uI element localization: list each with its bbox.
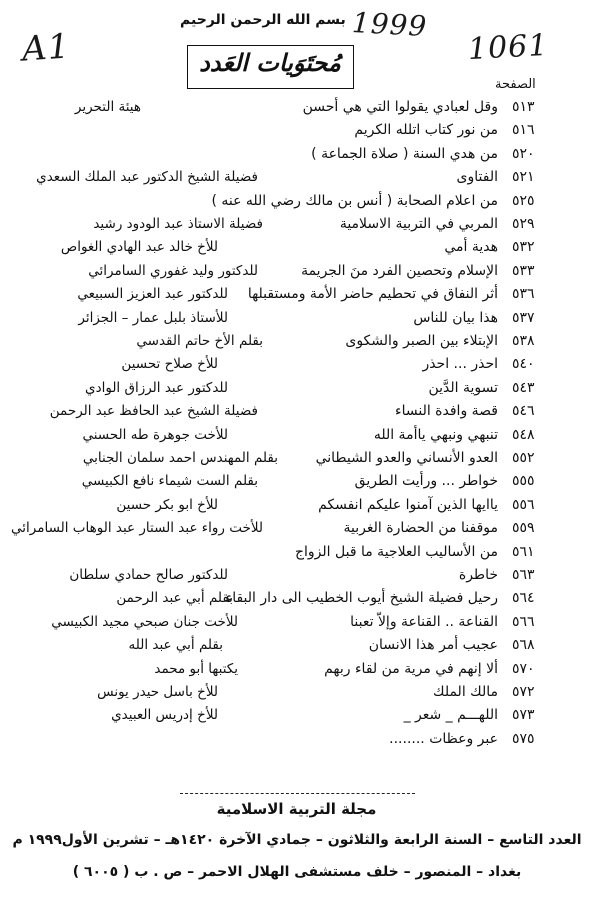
toc-page-number: ٥٣٧: [512, 309, 535, 326]
toc-author: هيئة التحرير: [74, 99, 141, 115]
toc-article-title: أثر النفاق في تحطيم حاضر الأمة ومستقبلها: [247, 286, 498, 303]
toc-author: للدكتور وليد غفوري السامرائي: [88, 262, 258, 279]
toc-author: فضيلة الاستاذ عبد الودود رشيد: [93, 216, 263, 232]
toc-article-title: ألا إنهم في مرية من لقاء ربهم: [324, 660, 498, 677]
toc-page-number: ٥٦٦: [512, 613, 535, 630]
toc-page-number: ٥٤٣: [512, 379, 535, 396]
toc-entry: [0, 263, 593, 285]
toc-entry: [0, 661, 593, 683]
toc-article-title: عجيب أمر هذا الانسان: [368, 637, 498, 654]
toc-page-number: ٥٦٤: [512, 590, 535, 607]
toc-entry: [0, 567, 593, 589]
toc-entry: [0, 99, 593, 121]
toc-author: للأخت جوهرة طه الحسني: [82, 426, 228, 443]
toc-article-title: من هدي السنة ( صلاة الجماعة ): [311, 145, 498, 162]
toc-page-number: ٥١٣: [512, 99, 535, 115]
toc-article-title: العدو الأنساني والعدو الشيطاني: [315, 450, 498, 466]
toc-article-title: رحيل فضيلة الشيخ أيوب الخطيب الى دار البقاء: [225, 590, 498, 607]
toc-article-title: عبر وعظات ........: [389, 730, 498, 747]
toc-article-title: احذر ... احذر: [422, 356, 498, 373]
toc-article-title: هدية أمي: [444, 239, 498, 256]
toc-entry: [0, 707, 593, 729]
toc-entry: [0, 403, 593, 425]
toc-entry: [0, 450, 593, 472]
toc-entry: [0, 473, 593, 495]
toc-page-number: ٥٦١: [512, 543, 535, 560]
toc-entry: [0, 684, 593, 706]
toc-article-title: من الأساليب العلاجية ما قبل الزواج: [294, 543, 498, 560]
toc-entry: [0, 544, 593, 566]
handwritten-mark-a1: A1: [20, 26, 72, 70]
toc-entry: [0, 193, 593, 215]
toc-page-number: ٥٢١: [512, 169, 535, 186]
toc-article-title: الإسلام وتحصين الفرد منَ الجريمة: [301, 262, 498, 279]
toc-page-number: ٥٤٨: [512, 426, 535, 443]
toc-entry: [0, 310, 593, 332]
toc-entry: [0, 380, 593, 402]
toc-author: للأخ صلاح تحسين: [121, 356, 218, 373]
toc-article-title: تسوية الدَّين: [428, 379, 498, 396]
toc-author: للأستاذ بلبل عمار – الجزائر: [78, 309, 228, 326]
toc-author: بقلم المهندس احمد سلمان الجنابي: [82, 450, 278, 466]
toc-article-title: موقفنا من الحضارة الغربية: [343, 520, 498, 537]
issue-info: العدد التاسع – السنة الرابعة والثلاثون – جمادي الآخرة ١٤٢٠هـ – تشرين الأول١٩٩٩ م: [12, 832, 582, 848]
toc-article-title: وقل لعبادي يقولوا التي هي أحسن: [302, 99, 498, 115]
toc-author: بقلم الست شيماء نافع الكبيسي: [81, 473, 258, 490]
toc-page-number: ٥٧٣: [512, 707, 535, 724]
toc-article-title: خاطرة: [458, 567, 498, 583]
toc-author: بقلم الأخ حاتم القدسي: [136, 333, 263, 349]
toc-page-number: ٥٣٣: [512, 262, 535, 279]
toc-entry: [0, 731, 593, 753]
toc-entry: [0, 520, 593, 542]
basmala: بسم الله الرحمن الرحيم: [180, 12, 346, 28]
toc-entry: [0, 216, 593, 238]
page-column-label: الصفحة: [495, 77, 536, 92]
toc-author: للدكتور عبد الرزاق الوادي: [85, 379, 228, 396]
toc-article-title: قصة وافدة النساء: [395, 403, 498, 420]
toc-entry: [0, 614, 593, 636]
toc-page-number: ٥٦٨: [512, 637, 535, 654]
toc-page-number: ٥٢٩: [512, 216, 535, 232]
toc-entry: [0, 286, 593, 308]
toc-article-title: هذا بيان للناس: [413, 309, 498, 326]
divider: [180, 793, 415, 794]
toc-article-title: من اعلام الصحابة ( أنس بن مالك رضي الله عنه ): [211, 192, 498, 209]
toc-author: للأخت جنان صبحي مجيد الكبيسي: [51, 613, 238, 630]
toc-article-title: من نور كتاب اتلله الكريم: [354, 122, 498, 139]
toc-author: للأخ خالد عبد الهادي الغواص: [60, 239, 218, 256]
toc-article-title: القناعة .. القناعة وإلاّ تعبنا: [350, 613, 498, 630]
handwritten-year: 1999: [351, 6, 429, 43]
toc-page-number: ٥٧٥: [512, 730, 535, 747]
address-info: بغداد – المنصور – خلف مستشفى الهلال الاحمر – ص . ب ( ٦٠٠٥ ): [72, 864, 522, 880]
toc-author: للدكتور صالح حمادي سلطان: [69, 567, 228, 583]
toc-entry: [0, 122, 593, 144]
toc-page-number: ٥٥٦: [512, 496, 535, 513]
toc-article-title: خواطر ... ورأيت الطريق: [354, 473, 498, 490]
toc-author: يكتبها أبو محمد: [154, 660, 238, 677]
toc-entry: [0, 239, 593, 261]
toc-page-number: ٥٥٩: [512, 520, 535, 537]
toc-author: للأخ إدريس العبيدي: [111, 707, 218, 724]
toc-article-title: الفتاوى: [456, 169, 498, 186]
toc-article-title: اللهـــم _ شعر _: [403, 707, 498, 724]
toc-entry: [0, 590, 593, 612]
toc-author: للأخت رواء عبد الستار عبد الوهاب السامرائي: [11, 520, 263, 537]
toc-author: للدكتور عبد العزيز السبيعي: [77, 286, 228, 303]
toc-author: بقلم أبي عبد الله: [128, 637, 223, 654]
toc-page-number: ٥٧٢: [512, 684, 535, 700]
toc-author: بقلم أبي عبد الرحمن: [116, 590, 233, 607]
toc-entry: [0, 497, 593, 519]
toc-author: فضيلة الشيخ عبد الحافظ عبد الرحمن: [49, 403, 258, 420]
toc-entry: [0, 333, 593, 355]
toc-page-number: ٥٢٠: [512, 145, 535, 162]
toc-author: للأخ باسل حيدر يونس: [97, 684, 218, 700]
toc-page-number: ٥٣٢: [512, 239, 535, 256]
toc-entry: [0, 637, 593, 659]
magazine-name: مجلة التربية الاسلامية: [216, 800, 377, 818]
toc-page-number: ٥٥٥: [512, 473, 535, 490]
toc-page-number: ٥١٦: [512, 122, 535, 139]
toc-page-number: ٥٧٠: [512, 660, 535, 677]
toc-page-number: ٥٦٣: [512, 567, 535, 583]
toc-article-title: ياايها الذين آمنوا عليكم انفسكم: [318, 496, 498, 513]
toc-entry: [0, 169, 593, 191]
toc-author: للأخ ابو بكر حسين: [116, 496, 218, 513]
toc-page-number: ٥٤٦: [512, 403, 535, 420]
handwritten-number: 1061: [467, 27, 550, 68]
toc-page-number: ٥٢٥: [512, 192, 535, 209]
toc-article-title: مالك الملك: [433, 684, 498, 700]
toc-article-title: المربي في التربية الاسلامية: [339, 216, 498, 232]
toc-entry: [0, 146, 593, 168]
toc-page-number: ٥٤٠: [512, 356, 535, 373]
toc-page-number: ٥٣٨: [512, 333, 535, 349]
toc-entry: [0, 356, 593, 378]
toc-article-title: الإبتلاء بين الصبر والشكوى: [345, 333, 498, 349]
page-title: مُحتَوَيات العَدد: [199, 48, 341, 77]
toc-page-number: ٥٥٢: [512, 450, 535, 466]
toc-article-title: تنبهي ونبهي ياأمة الله: [373, 426, 498, 443]
toc-author: فضيلة الشيخ الدكتور عبد الملك السعدي: [36, 169, 258, 186]
toc-page-number: ٥٣٦: [512, 286, 535, 303]
toc-entry: [0, 427, 593, 449]
